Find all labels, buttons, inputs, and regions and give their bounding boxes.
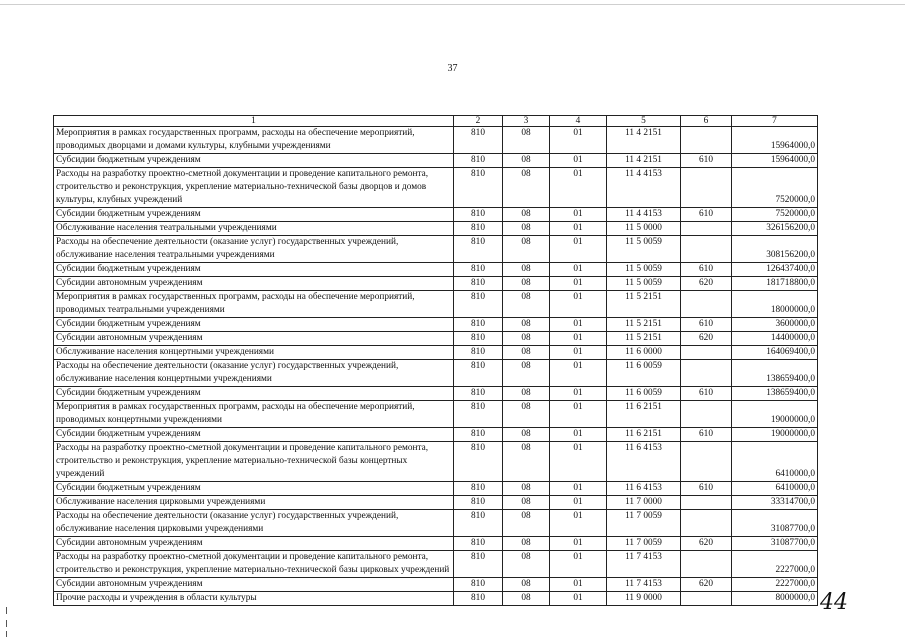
col-3-cell: 08 <box>503 318 550 332</box>
col-6-cell <box>681 291 732 318</box>
col-2-cell: 810 <box>454 401 503 428</box>
item-name: Обслуживание населения цирковыми учреждениями <box>54 496 454 510</box>
col-2-cell: 810 <box>454 236 503 263</box>
col-4-cell: 01 <box>550 236 607 263</box>
item-name: Субсидии бюджетным учреждениям <box>54 318 454 332</box>
col-2-cell: 810 <box>454 510 503 537</box>
col-3-cell: 08 <box>503 168 550 208</box>
table-row <box>54 387 818 401</box>
col-5-cell: 11 4 4153 <box>607 168 681 208</box>
col-2-cell: 810 <box>454 291 503 318</box>
col-5-cell: 11 6 4153 <box>607 442 681 482</box>
col-3-cell: 08 <box>503 592 550 606</box>
header-row <box>54 116 818 127</box>
col-5-cell: 11 4 4153 <box>607 208 681 222</box>
item-name: Субсидии бюджетным учреждениям <box>54 208 454 222</box>
amount-cell: 19000000,0 <box>732 401 818 428</box>
col-2-cell: 810 <box>454 387 503 401</box>
col-4-cell: 01 <box>550 537 607 551</box>
table-row <box>54 442 818 482</box>
col-4-cell: 01 <box>550 592 607 606</box>
header-col-7: 7 <box>732 116 818 127</box>
header-col-6: 6 <box>681 116 732 127</box>
col-4-cell: 01 <box>550 510 607 537</box>
col-3-cell: 08 <box>503 551 550 578</box>
col-3-cell: 08 <box>503 236 550 263</box>
col-4-cell: 01 <box>550 291 607 318</box>
col-4-cell: 01 <box>550 442 607 482</box>
col-3-cell: 08 <box>503 346 550 360</box>
col-2-cell: 810 <box>454 592 503 606</box>
col-4-cell: 01 <box>550 222 607 236</box>
col-6-cell <box>681 127 732 154</box>
amount-cell: 15964000,0 <box>732 127 818 154</box>
amount-cell: 308156200,0 <box>732 236 818 263</box>
item-name: Прочие расходы и учреждения в области культуры <box>54 592 454 606</box>
amount-cell: 7520000,0 <box>732 208 818 222</box>
col-3-cell: 08 <box>503 510 550 537</box>
header-col-1: 1 <box>54 116 454 127</box>
table-row <box>54 482 818 496</box>
amount-cell: 138659400,0 <box>732 387 818 401</box>
col-2-cell: 810 <box>454 208 503 222</box>
col-3-cell: 08 <box>503 578 550 592</box>
col-6-cell <box>681 360 732 387</box>
item-name: Мероприятия в рамках государственных программ, расходы на обеспечение мероприятий, проводимых театральными учреждениями <box>54 291 454 318</box>
col-5-cell: 11 6 4153 <box>607 482 681 496</box>
amount-cell: 3600000,0 <box>732 318 818 332</box>
amount-cell: 2227000,0 <box>732 551 818 578</box>
amount-cell: 14400000,0 <box>732 332 818 346</box>
col-4-cell: 01 <box>550 263 607 277</box>
table-row <box>54 318 818 332</box>
table-row <box>54 510 818 537</box>
col-6-cell: 620 <box>681 578 732 592</box>
col-5-cell: 11 7 4153 <box>607 578 681 592</box>
table-row <box>54 291 818 318</box>
amount-cell: 31087700,0 <box>732 510 818 537</box>
table-row <box>54 222 818 236</box>
header-col-3: 3 <box>503 116 550 127</box>
col-5-cell: 11 7 0000 <box>607 496 681 510</box>
col-3-cell: 08 <box>503 360 550 387</box>
col-6-cell <box>681 496 732 510</box>
col-6-cell <box>681 401 732 428</box>
col-3-cell: 08 <box>503 127 550 154</box>
item-name: Расходы на разработку проектно-сметной документации и проведение капитального ремонта, строительство и реконструкция, укрепление материально-технической базы цирковых учреждений <box>54 551 454 578</box>
col-6-cell: 620 <box>681 537 732 551</box>
table-row <box>54 578 818 592</box>
col-6-cell: 610 <box>681 154 732 168</box>
amount-cell: 8000000,0 <box>732 592 818 606</box>
table-row <box>54 154 818 168</box>
col-4-cell: 01 <box>550 482 607 496</box>
item-name: Расходы на разработку проектно-сметной документации и проведение капитального ремонта, строительство и реконструкция, укрепление материально-технической базы дворцов и домов культуры, клубных учреждений <box>54 168 454 208</box>
table-row <box>54 332 818 346</box>
col-6-cell <box>681 222 732 236</box>
col-3-cell: 08 <box>503 222 550 236</box>
table-row <box>54 263 818 277</box>
col-5-cell: 11 5 0059 <box>607 263 681 277</box>
col-4-cell: 01 <box>550 428 607 442</box>
col-5-cell: 11 4 2151 <box>607 127 681 154</box>
col-3-cell: 08 <box>503 482 550 496</box>
col-4-cell: 01 <box>550 318 607 332</box>
col-6-cell: 610 <box>681 482 732 496</box>
col-2-cell: 810 <box>454 277 503 291</box>
col-2-cell: 810 <box>454 127 503 154</box>
col-3-cell: 08 <box>503 208 550 222</box>
col-5-cell: 11 4 2151 <box>607 154 681 168</box>
col-4-cell: 01 <box>550 277 607 291</box>
col-2-cell: 810 <box>454 346 503 360</box>
budget-table <box>53 115 818 606</box>
table-row <box>54 592 818 606</box>
table-row <box>54 236 818 263</box>
table-row <box>54 127 818 154</box>
col-5-cell: 11 5 2151 <box>607 318 681 332</box>
col-3-cell: 08 <box>503 387 550 401</box>
item-name: Расходы на обеспечение деятельности (оказание услуг) государственных учреждений, обслуживание населения театральными учреждениями <box>54 236 454 263</box>
col-3-cell: 08 <box>503 277 550 291</box>
col-6-cell <box>681 510 732 537</box>
col-5-cell: 11 5 2151 <box>607 332 681 346</box>
col-5-cell: 11 7 0059 <box>607 510 681 537</box>
header-col-4: 4 <box>550 116 607 127</box>
amount-cell: 19000000,0 <box>732 428 818 442</box>
amount-cell: 6410000,0 <box>732 442 818 482</box>
amount-cell: 6410000,0 <box>732 482 818 496</box>
item-name: Субсидии автономным учреждениям <box>54 578 454 592</box>
col-2-cell: 810 <box>454 154 503 168</box>
col-5-cell: 11 7 0059 <box>607 537 681 551</box>
item-name: Расходы на обеспечение деятельности (оказание услуг) государственных учреждений, обслуживание населения цирковыми учреждениями <box>54 510 454 537</box>
col-6-cell <box>681 442 732 482</box>
col-3-cell: 08 <box>503 496 550 510</box>
col-2-cell: 810 <box>454 360 503 387</box>
col-5-cell: 11 7 4153 <box>607 551 681 578</box>
col-5-cell: 11 5 2151 <box>607 291 681 318</box>
col-4-cell: 01 <box>550 578 607 592</box>
table-row <box>54 168 818 208</box>
col-4-cell: 01 <box>550 387 607 401</box>
item-name: Обслуживание населения театральными учреждениями <box>54 222 454 236</box>
col-2-cell: 810 <box>454 332 503 346</box>
amount-cell: 138659400,0 <box>732 360 818 387</box>
col-2-cell: 810 <box>454 428 503 442</box>
item-name: Субсидии бюджетным учреждениям <box>54 154 454 168</box>
item-name: Мероприятия в рамках государственных программ, расходы на обеспечение мероприятий, проводимых концертными учреждениями <box>54 401 454 428</box>
col-6-cell: 610 <box>681 208 732 222</box>
col-6-cell <box>681 168 732 208</box>
col-4-cell: 01 <box>550 127 607 154</box>
col-6-cell: 620 <box>681 277 732 291</box>
col-2-cell: 810 <box>454 578 503 592</box>
item-name: Субсидии бюджетным учреждениям <box>54 482 454 496</box>
amount-cell: 2227000,0 <box>732 578 818 592</box>
col-4-cell: 01 <box>550 551 607 578</box>
col-4-cell: 01 <box>550 401 607 428</box>
table-row <box>54 401 818 428</box>
amount-cell: 7520000,0 <box>732 168 818 208</box>
col-2-cell: 810 <box>454 496 503 510</box>
amount-cell: 15964000,0 <box>732 154 818 168</box>
header-col-2: 2 <box>454 116 503 127</box>
item-name: Расходы на обеспечение деятельности (оказание услуг) государственных учреждений, обслуживание населения концертными учреждениями <box>54 360 454 387</box>
col-6-cell <box>681 592 732 606</box>
col-6-cell: 610 <box>681 263 732 277</box>
item-name: Субсидии автономным учреждениям <box>54 537 454 551</box>
col-5-cell: 11 9 0000 <box>607 592 681 606</box>
item-name: Мероприятия в рамках государственных программ, расходы на обеспечение мероприятий, проводимых дворцами и домами культуры, клубными учреждениями <box>54 127 454 154</box>
col-2-cell: 810 <box>454 442 503 482</box>
col-5-cell: 11 5 0000 <box>607 222 681 236</box>
col-4-cell: 01 <box>550 496 607 510</box>
col-6-cell: 610 <box>681 428 732 442</box>
col-5-cell: 11 5 0059 <box>607 277 681 291</box>
col-5-cell: 11 6 2151 <box>607 401 681 428</box>
page-number: 37 <box>447 63 458 74</box>
col-6-cell: 620 <box>681 332 732 346</box>
item-name: Расходы на разработку проектно-сметной документации и проведение капитального ремонта, строительство и реконструкция, укрепление материально-технической базы концертных учреждений <box>54 442 454 482</box>
table-row <box>54 208 818 222</box>
binding-mark <box>6 631 7 637</box>
col-5-cell: 11 6 0000 <box>607 346 681 360</box>
amount-cell: 164069400,0 <box>732 346 818 360</box>
item-name: Субсидии автономным учреждениям <box>54 277 454 291</box>
col-4-cell: 01 <box>550 346 607 360</box>
table-header <box>54 116 818 127</box>
col-6-cell <box>681 551 732 578</box>
col-3-cell: 08 <box>503 442 550 482</box>
item-name: Субсидии бюджетным учреждениям <box>54 387 454 401</box>
col-6-cell <box>681 346 732 360</box>
col-3-cell: 08 <box>503 537 550 551</box>
col-3-cell: 08 <box>503 428 550 442</box>
col-2-cell: 810 <box>454 551 503 578</box>
col-3-cell: 08 <box>503 263 550 277</box>
item-name: Субсидии автономным учреждениям <box>54 332 454 346</box>
col-4-cell: 01 <box>550 154 607 168</box>
col-3-cell: 08 <box>503 291 550 318</box>
col-2-cell: 810 <box>454 482 503 496</box>
table-row <box>54 277 818 291</box>
scan-top-line <box>0 4 905 5</box>
table-row <box>54 537 818 551</box>
col-2-cell: 810 <box>454 222 503 236</box>
col-3-cell: 08 <box>503 332 550 346</box>
table-row <box>54 551 818 578</box>
col-2-cell: 810 <box>454 318 503 332</box>
binding-mark <box>6 607 7 614</box>
table-row <box>54 360 818 387</box>
col-2-cell: 810 <box>454 537 503 551</box>
table-row <box>54 428 818 442</box>
col-4-cell: 01 <box>550 360 607 387</box>
amount-cell: 31087700,0 <box>732 537 818 551</box>
header-col-5: 5 <box>607 116 681 127</box>
amount-cell: 181718800,0 <box>732 277 818 291</box>
col-6-cell: 610 <box>681 387 732 401</box>
col-3-cell: 08 <box>503 401 550 428</box>
col-5-cell: 11 6 2151 <box>607 428 681 442</box>
table-body <box>54 127 818 606</box>
col-5-cell: 11 6 0059 <box>607 360 681 387</box>
col-6-cell: 610 <box>681 318 732 332</box>
handwritten-signature: 44 <box>820 590 848 615</box>
table-row <box>54 496 818 510</box>
col-3-cell: 08 <box>503 154 550 168</box>
item-name: Субсидии бюджетным учреждениям <box>54 263 454 277</box>
binding-mark <box>6 620 7 627</box>
col-4-cell: 01 <box>550 168 607 208</box>
col-5-cell: 11 6 0059 <box>607 387 681 401</box>
col-5-cell: 11 5 0059 <box>607 236 681 263</box>
item-name: Субсидии бюджетным учреждениям <box>54 428 454 442</box>
item-name: Обслуживание населения концертными учреждениями <box>54 346 454 360</box>
col-2-cell: 810 <box>454 263 503 277</box>
col-6-cell <box>681 236 732 263</box>
table-row <box>54 346 818 360</box>
col-2-cell: 810 <box>454 168 503 208</box>
col-4-cell: 01 <box>550 208 607 222</box>
col-4-cell: 01 <box>550 332 607 346</box>
amount-cell: 33314700,0 <box>732 496 818 510</box>
amount-cell: 326156200,0 <box>732 222 818 236</box>
amount-cell: 18000000,0 <box>732 291 818 318</box>
amount-cell: 126437400,0 <box>732 263 818 277</box>
